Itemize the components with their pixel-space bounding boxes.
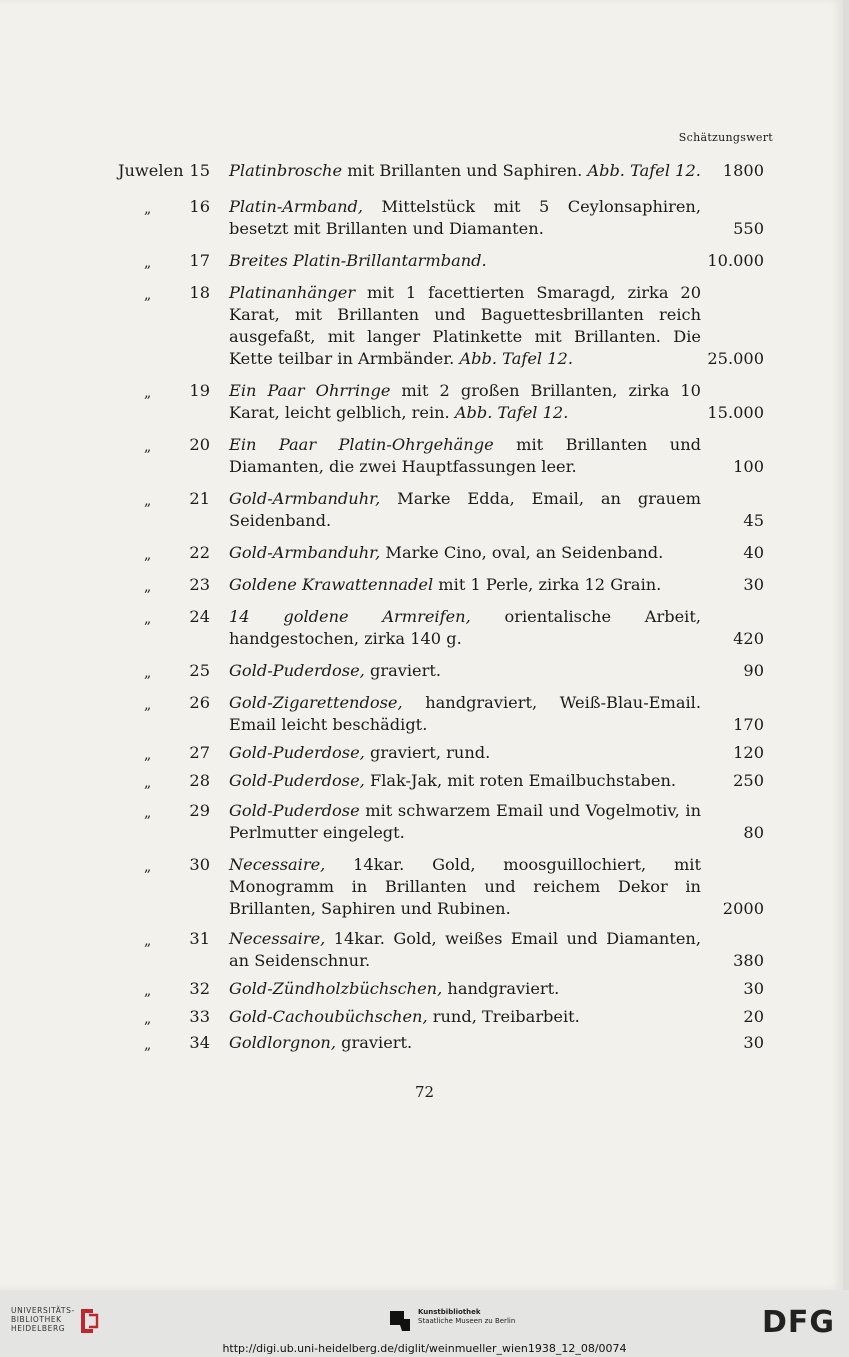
lot-number: 34 [189, 1033, 210, 1052]
lot-title: Gold-Puderdose, [229, 661, 365, 680]
lot-description [229, 196, 701, 240]
catalog-entry [118, 574, 768, 596]
lot-details: rund, Treibarbeit. [427, 1007, 580, 1026]
lot-number: 32 [189, 979, 210, 998]
lot-title: Gold-Puderdose, [229, 743, 365, 762]
catalog-entry [118, 692, 768, 736]
ditto-mark: „ [144, 579, 152, 595]
lot-title: Goldlorgnon, [229, 1033, 336, 1052]
estimate-price: 250 [733, 771, 764, 790]
catalog-entry [118, 542, 768, 564]
lot-details: 14kar. Gold, moosguillochiert, mit Monogramm in Brillanten und reichem Dekor in Brillanten, Saphiren und Rubinen. [229, 855, 701, 918]
lot-number: 33 [189, 1007, 210, 1026]
estimate-price: 550 [733, 219, 764, 238]
catalog-entry [118, 160, 768, 182]
ditto-mark: „ [144, 1037, 152, 1053]
lot-number: 17 [189, 251, 210, 270]
lot-description [229, 928, 701, 972]
catalog-entry [118, 606, 768, 650]
lot-title: Gold-Puderdose, [229, 771, 365, 790]
lot-number: 18 [189, 283, 210, 302]
estimate-price: 90 [743, 661, 764, 680]
kunstbibliothek-label: Kunstbibliothek Staatliche Museen zu Berlin [418, 1308, 516, 1325]
estimate-price: 25.000 [707, 349, 764, 368]
lot-description [229, 854, 701, 920]
lot-details: Flak-Jak, mit roten Emailbuchstaben. [364, 771, 677, 790]
catalog-entry [118, 282, 768, 370]
lot-description [229, 282, 701, 370]
lot-description [229, 434, 701, 478]
lot-details: mit Brillanten und Diamanten, die zwei Hauptfassungen leer. [229, 435, 702, 476]
lot-number: 23 [189, 575, 210, 594]
lot-details: graviert. [364, 661, 442, 680]
lot-title: Breites Platin-Brillantarmband. [229, 251, 487, 270]
kunstbibliothek-logo-icon [388, 1309, 412, 1333]
lot-number: 20 [189, 435, 210, 454]
lot-details: graviert, rund. [364, 743, 491, 762]
lot-description [229, 978, 701, 1000]
lot-description [229, 770, 701, 792]
lot-details: orientalische Arbeit, handgestochen, zirka 140 g. [229, 607, 701, 648]
ditto-mark: „ [144, 665, 152, 681]
catalog-entry [118, 488, 768, 532]
lot-number: 22 [189, 543, 210, 562]
ditto-mark: „ [144, 385, 152, 401]
lot-title: Gold-Zigarettendose, [229, 693, 403, 712]
estimate-price: 10.000 [707, 251, 764, 270]
lot-details: graviert. [335, 1033, 413, 1052]
dfg-logo: DFG [761, 1305, 835, 1340]
column-header: Schätzungswert [678, 131, 773, 144]
lot-number: 21 [189, 489, 210, 508]
lot-details: handgraviert, Weiß-Blau-Email. Email leicht beschädigt. [229, 693, 701, 734]
ditto-mark: „ [144, 933, 152, 949]
ditto-mark: „ [144, 493, 152, 509]
catalog-entry [118, 800, 768, 844]
entry-list [118, 160, 768, 1054]
lot-number: 31 [189, 929, 210, 948]
estimate-price: 45 [743, 511, 764, 530]
ditto-mark: „ [144, 611, 152, 627]
estimate-price: 20 [743, 1007, 764, 1026]
lot-title: Gold-Armbanduhr, [229, 543, 381, 562]
lot-description [229, 800, 701, 844]
catalog-entry [118, 660, 768, 682]
lot-title: Ein Paar Platin-Ohrgehänge [229, 435, 494, 454]
lot-title: Ein Paar Ohrringe [229, 381, 391, 400]
lot-description [229, 742, 701, 764]
catalog-entry [118, 380, 768, 424]
estimate-price: 170 [733, 715, 764, 734]
lot-number: 25 [189, 661, 210, 680]
estimate-price: 15.000 [707, 403, 764, 422]
catalog-entry [118, 1006, 768, 1028]
lot-title: Gold-Cachoubüchschen, [229, 1007, 428, 1026]
lot-title: Goldene Krawattennadel [229, 575, 434, 594]
lot-title: Gold-Zündholzbüchschen, [229, 979, 443, 998]
ditto-mark: „ [144, 287, 152, 303]
lot-description [229, 1032, 701, 1054]
catalog-entry [118, 742, 768, 764]
lot-description [229, 160, 701, 182]
lot-details: handgraviert. [442, 979, 560, 998]
estimate-price: 30 [743, 575, 764, 594]
plate-reference: Abb. Tafel 12. [459, 349, 574, 368]
catalog-entry [118, 854, 768, 920]
lot-title: Necessaire, [229, 929, 326, 948]
ditto-mark: „ [144, 805, 152, 821]
university-logo-icon [77, 1305, 101, 1337]
lot-description [229, 606, 701, 650]
estimate-price: 100 [733, 457, 764, 476]
catalog-entry [118, 196, 768, 240]
ditto-mark: „ [144, 547, 152, 563]
lot-details: Mittelstück mit 5 Ceylonsaphiren, besetzt mit Brillanten und Diamanten. [229, 197, 701, 238]
ditto-mark: „ [144, 775, 152, 791]
lot-number: 26 [189, 693, 210, 712]
catalog-entry [118, 770, 768, 792]
lot-number: 19 [189, 381, 210, 400]
plate-reference: Abb. Tafel 12. [454, 403, 569, 422]
ditto-mark: „ [144, 747, 152, 763]
lot-title: Gold-Armbanduhr, [229, 489, 381, 508]
lot-description [229, 250, 701, 272]
lot-details: mit 1 Perle, zirka 12 Grain. [433, 575, 662, 594]
lot-details: Marke Edda, Email, an grauem Seidenband. [229, 489, 701, 530]
ditto-mark: „ [144, 439, 152, 455]
catalog-entry [118, 250, 768, 272]
estimate-price: 380 [733, 951, 764, 970]
catalog-entry [118, 1032, 768, 1054]
lot-number: 15 [189, 161, 210, 180]
ditto-mark: „ [144, 983, 152, 999]
ditto-mark: „ [144, 255, 152, 271]
lot-number: 16 [189, 197, 210, 216]
estimate-price: 80 [743, 823, 764, 842]
catalog-entry [118, 434, 768, 478]
lot-details: mit Brillanten und Saphiren. [342, 161, 588, 180]
estimate-price: 1800 [722, 161, 764, 180]
source-url-link[interactable]: http://digi.ub.uni-heidelberg.de/diglit/weinmueller_wien1938_12_08/0074 [222, 1342, 627, 1355]
lot-details: Marke Cino, oval, an Seidenband. [380, 543, 664, 562]
catalog-entry [118, 928, 768, 972]
lot-description [229, 1006, 701, 1028]
lot-title: Necessaire, [229, 855, 326, 874]
lot-number: 24 [189, 607, 210, 626]
estimate-price: 2000 [722, 899, 764, 918]
lot-description [229, 380, 701, 424]
lot-details: mit schwarzem Email und Vogelmotiv, in Perlmutter eingelegt. [229, 801, 701, 842]
lot-title: 14 goldene Armreifen, [229, 607, 471, 626]
lot-number: 30 [189, 855, 210, 874]
catalog-entry [118, 978, 768, 1000]
lot-title: Gold-Puderdose [229, 801, 360, 820]
estimate-price: 40 [743, 543, 764, 562]
ditto-mark: „ [144, 697, 152, 713]
estimate-price: 30 [743, 979, 764, 998]
lot-number: 27 [189, 743, 210, 762]
estimate-price: 30 [743, 1033, 764, 1052]
lot-description [229, 660, 701, 682]
lot-number: 29 [189, 801, 210, 820]
category-label: Juwelen [118, 161, 184, 180]
ditto-mark: „ [144, 859, 152, 875]
university-library-label: UNIVERSITÄTS- BIBLIOTHEK HEIDELBERG [11, 1306, 75, 1333]
ditto-mark: „ [144, 201, 152, 217]
plate-reference: Abb. Tafel 12. [587, 161, 701, 180]
lot-title: Platin-Armband, [229, 197, 364, 216]
lot-number: 28 [189, 771, 210, 790]
lot-title: Platinbrosche [229, 161, 343, 180]
lot-description [229, 488, 701, 532]
footer-bar [0, 1290, 849, 1357]
lot-description [229, 692, 701, 736]
estimate-price: 120 [733, 743, 764, 762]
lot-description [229, 574, 701, 596]
lot-details: mit 2 großen Brillanten, zirka 10 Karat, leicht gelblich, rein. [229, 381, 701, 422]
lot-title: Platinanhänger [229, 283, 356, 302]
lot-description [229, 542, 701, 564]
estimate-price: 420 [733, 629, 764, 648]
page-number: 72 [414, 1083, 435, 1101]
lot-details: 14kar. Gold, weißes Email und Diamanten, an Seidenschnur. [229, 929, 701, 970]
ditto-mark: „ [144, 1011, 152, 1027]
lot-details: mit 1 facettierten Smaragd, zirka 20 Karat, mit Brillanten und Baguettesbrillanten reich ausgefaßt, mit langer Platinkette mit Brillanten. Die Kette teilbar in Armbänder. [229, 283, 701, 368]
